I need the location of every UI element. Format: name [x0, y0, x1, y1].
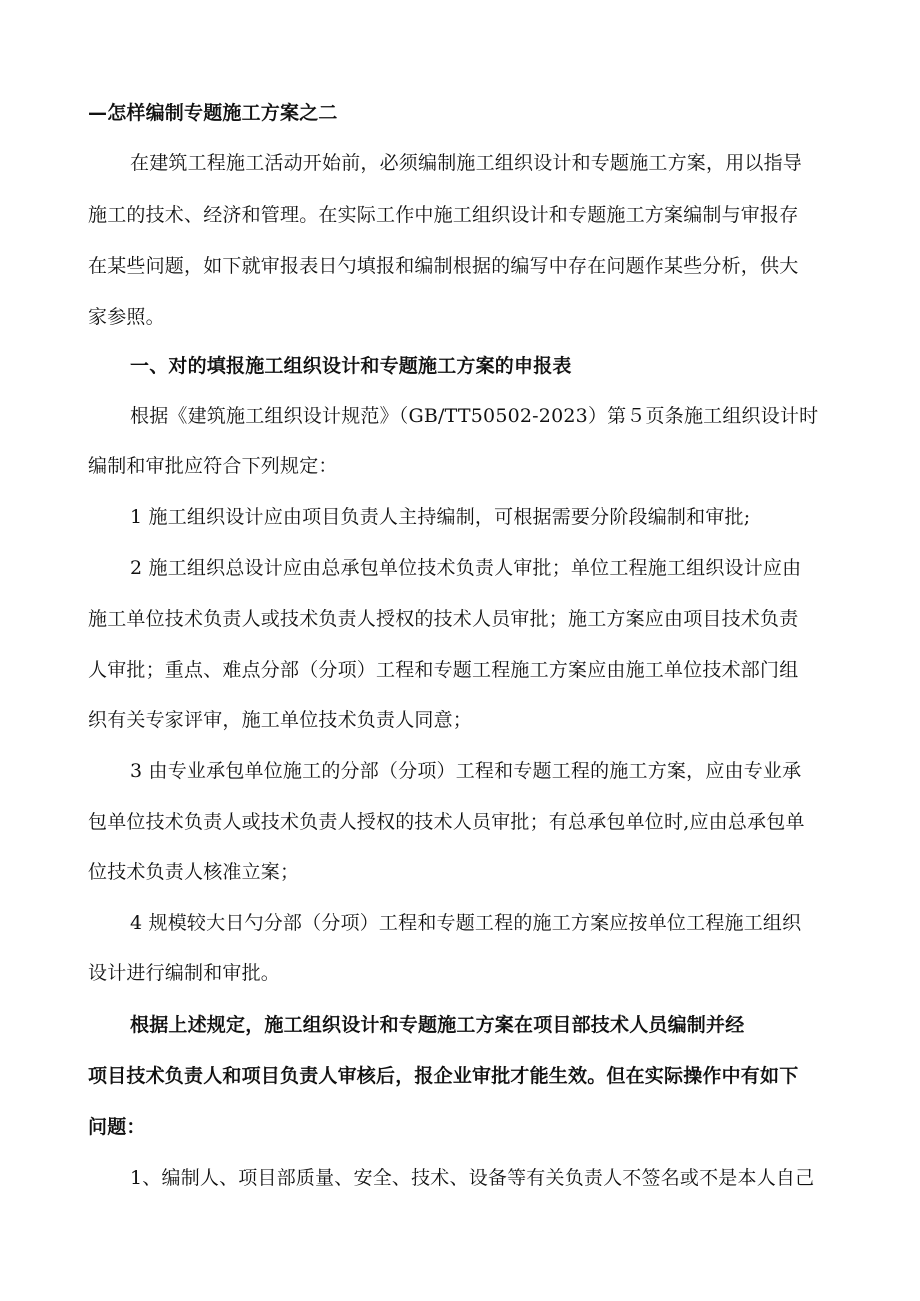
rule-item-4-line: 设计进行编制和审批。 [88, 962, 281, 984]
section-heading: 一、对的填报施工组织设计和专题施工方案的申报表 [130, 355, 572, 377]
rule-item-2-line: 施工单位技术负责人或技术负责人授权的技术人员审批；施工方案应由项目技术负责 [88, 608, 799, 630]
issue-item-1: 1、编制人、项目部质量、安全、技术、设备等有关负责人不签名或不是本人自己 [130, 1167, 815, 1189]
paragraph-intro-line: 家参照。 [88, 306, 165, 328]
summary-paragraph-line: 项目技术负责人和项目负责人审核后，报企业审批才能生效。但在实际操作中有如下 [88, 1065, 799, 1087]
rule-item-2-line: 织有关专家评审，施工单位技术负责人同意； [88, 709, 473, 731]
summary-paragraph-line: 根据上述规定，施工组织设计和专题施工方案在项目部技术人员编制并经 [130, 1014, 745, 1036]
paragraph-intro-line: 在某些问题，如下就审报表日勺填报和编制根据的编写中存在问题作某些分析，供大 [88, 255, 799, 277]
paragraph-intro-line: 施工的技术、经济和管理。在实际工作中施工组织设计和专题施工方案编制与审报存 [88, 204, 799, 226]
rule-item-3-line: 3 由专业承包单位施工的分部（分项）工程和专题工程的施工方案，应由专业承 [130, 760, 802, 782]
rule-item-4-line: 4 规模较大日勺分部（分项）工程和专题工程的施工方案应按单位工程施工组织 [130, 912, 802, 934]
rule-item-1: 1 施工组织设计应由项目负责人主持编制，可根据需要分阶段编制和审批; [130, 506, 751, 528]
summary-paragraph-line: 问题： [88, 1116, 146, 1138]
paragraph-regulation-line: 编制和审批应符合下列规定： [88, 455, 338, 477]
rule-item-3-line: 位技术负责人核准立案； [88, 861, 300, 883]
rule-item-2-line: 2 施工组织总设计应由总承包单位技术负责人审批；单位工程施工组织设计应由 [130, 557, 802, 579]
paragraph-regulation-line: 根据《建筑施工组织设计规范》（GB/TT50502-2023）第５页条施工组织设计时 [130, 405, 819, 427]
document-title: —怎样编制专题施工方案之二 [88, 102, 338, 124]
rule-item-3-line: 包单位技术负责人或技术负责人授权的技术人员审批；有总承包单位时,应由总承包单 [88, 811, 805, 833]
paragraph-intro-line: 在建筑工程施工活动开始前，必须编制施工组织设计和专题施工方案，用以指导 [130, 152, 803, 174]
rule-item-2-line: 人审批；重点、难点分部（分项）工程和专题工程施工方案应由施工单位技术部门组 [88, 659, 799, 681]
